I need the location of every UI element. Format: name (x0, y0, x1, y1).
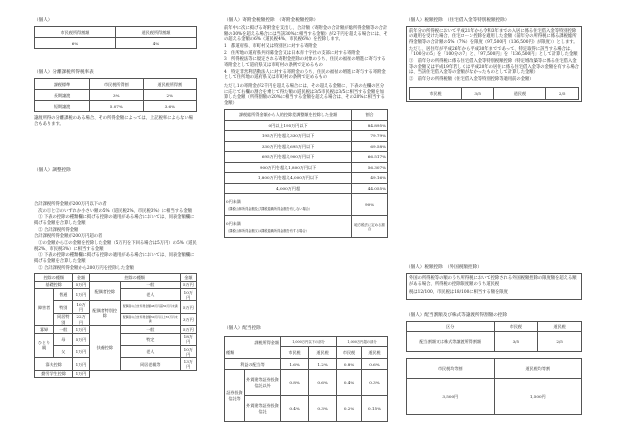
table-header: 道民税 (309, 347, 337, 359)
paragraph: 3 所得税法等に規定される寄附金控除の対象のうち、住民の福祉の増進に寄与する寄附金として道府県又は市町村の条例で定めるもの (224, 57, 386, 69)
table-cell: 地方税法に定める割合 (352, 216, 388, 238)
table-cell: 特定 (120, 333, 180, 345)
table-cell: 基礎控除 (35, 281, 73, 288)
table-cell: 195万円を超え330万円以下 (225, 131, 352, 142)
table-cell: 13万円 (180, 358, 196, 370)
table-cell: 普通 (54, 289, 73, 301)
table-header: 課税総所得金額から人的控除差調整額を控除した金額 (225, 109, 352, 120)
table-header: 課税標準 (35, 79, 90, 90)
paragraph: ただし1の寄附金が2千円を超える場合には、その超える金額に、下表の左欄の区分に応じて右欄の割合を乗じて得た額の道民税は3/5市民税は3/5に相当する金額を加算した金額（所得割額の20%に相当する金額を超える場合は、その20%に相当する金額） (224, 84, 385, 107)
adjustment-deduction-panel (34, 168, 197, 378)
table-header (225, 337, 281, 359)
table-header: 金額 (180, 274, 196, 281)
panel-title: （個人）配当控除 (224, 326, 261, 331)
table-cell: 0.6% (361, 359, 387, 370)
panel-title: （個人）配当割額及び株式等譲渡所得割額の控除 (406, 313, 508, 318)
table-cell: 22万円 (73, 313, 89, 325)
housing-loan-table (409, 87, 579, 100)
paragraph: ① 前年分の所得税に係る住宅借入金等特別税額控除（特定増改築等に係る住宅借入金等の金額又は平成19年若しくは平成20年の居住に係る住宅借入金等の金額を有する場合は、当該住宅借入金等の金額がなかったものとして計算した金額） (409, 58, 579, 76)
table-cell: 0.15% (361, 396, 387, 422)
table-cell: 一般 (120, 281, 180, 288)
table-cell: 外貨建等証券投資信託以外 (245, 370, 281, 396)
table-cell: 1,500円 (494, 379, 582, 415)
table-cell: 2/5 (538, 332, 582, 352)
paragraph: 外国の所得税等の額のうち所得税において控除される外国税額控除の限度額を超える額がある場合、所得税の控除限度額のうち道民税 (409, 276, 577, 287)
table-cell: 1,800万円を超え4,000万円以下 (225, 173, 352, 184)
paragraph: ① 下表の控除の種類欄に掲げる控除の適用がある場合においては、同表金額欄に掲げる金額を合算した金額 (34, 215, 195, 227)
paragraph: ② 合計課税所得金額から200万円を控除した金額 (34, 265, 134, 271)
table-header: 金額 (73, 274, 89, 281)
table-cell: 5万円 (73, 281, 89, 288)
table-cell: 1万円 (73, 289, 89, 301)
table-header: 控除の種類 (89, 274, 180, 281)
table-cell: 0.4% (281, 396, 309, 422)
table-cell: 短期譲渡 (35, 101, 90, 112)
table-header: 市民税所得割額 (35, 27, 116, 38)
paragraph: 2 住所地の道府県共同募金会又は日本赤十字社の支部に対する寄附金 (224, 50, 360, 56)
table-cell: 44.055% (352, 183, 388, 194)
paragraph: 税は12/100、市民税は18/100に相当する額を限度 (409, 290, 508, 296)
table-header: 市民税 (337, 347, 362, 359)
table-cell: 1万円 (73, 358, 89, 370)
table-cell: 1万円 (73, 345, 89, 357)
table-cell: 330万円を超え695万円以下 (225, 141, 352, 152)
table-cell (225, 194, 352, 216)
table-cell (225, 216, 352, 238)
paragraph: 1 都道府県、市町村又は特別区に対する寄附金 (224, 44, 317, 50)
table-header: 市民税均等割 (407, 359, 495, 379)
table-cell: 2/5 (546, 87, 579, 99)
table-cell: 66.517% (352, 152, 388, 163)
table-header: 道民税 (361, 347, 387, 359)
donation-deduction-panel (224, 18, 388, 238)
table-header: 道民税 (494, 87, 546, 99)
dividend-table (224, 336, 388, 422)
table-cell: 2% (143, 90, 196, 101)
dividend-stock-table (406, 321, 582, 352)
foreign-tax-deduction-panel (406, 265, 582, 300)
table-cell: 0.3% (309, 396, 337, 422)
panel-title: （個人）分離課税所得税率表 (34, 70, 94, 75)
table-cell: 5.07% (90, 101, 143, 112)
row-label: 0円未満 (226, 198, 241, 204)
table-cell: 1.2% (309, 359, 337, 370)
table-cell: 4% (116, 38, 197, 49)
table-cell: 1万円 (73, 370, 89, 377)
panel-title: （個人）調整控除 (34, 168, 71, 173)
table-cell: 一般 (54, 326, 73, 333)
table-cell: 父 (54, 345, 73, 357)
table-cell: 84.895% (352, 120, 388, 131)
paragraph: ①の金額から②の金額を控除した金額（5万円を下回る場合は5万円）の5%（道民税2%、市民税3%）に相当する金額 (34, 241, 197, 252)
panel-title: （個人）税額控除 （外国税額控除） (406, 265, 482, 270)
table-cell: 3% (90, 90, 143, 101)
table-header: 割合 (352, 109, 388, 120)
table-cell: 18万円 (180, 333, 196, 345)
table-header: 道民税均等割 (494, 359, 582, 379)
table-cell: 10万円 (180, 345, 196, 357)
table-header: 道民税所得割額 (116, 27, 197, 38)
table-cell: 勤労学生控除 (35, 370, 73, 377)
table-cell: 配偶者特別控除 (89, 301, 120, 326)
table-cell: 3.6% (143, 101, 196, 112)
table-cell: 1万円 (73, 326, 89, 333)
panel-title: （個人）税額控除 （住宅借入金等特別税額控除） (406, 18, 510, 23)
table-cell: 56.307% (352, 162, 388, 173)
table-cell: 5万円 (180, 281, 196, 288)
table-cell: 扶養控除 (89, 326, 120, 371)
per-capita-table (406, 358, 582, 415)
paragraph: 4 特定非営利活動法人に対する寄附金のうち、住民の福祉の増進に寄与する寄附金として住所地の道府県又は市町村の条例で定めるもの (224, 69, 386, 81)
panel-title: （個人）寄附金税額控除 （寄附金税額控除） (224, 18, 319, 23)
housing-loan-deduction-panel (406, 18, 582, 102)
row-sublabel: （課税山林所得金額及び課税退職所得金額を有しない場合） (226, 206, 313, 211)
table-cell (89, 370, 196, 377)
table-cell: 利益の配当等 (225, 359, 281, 370)
paragraph: ただし、居住年が平成26年から平成30年までであって、特定取得に該当する場合は、「100分の5」を「100分の7」と、「97,500円」を「136,500円」として計算した金額 (409, 46, 578, 58)
table-cell: 0.3% (361, 370, 387, 396)
dividend-deduction-panel (224, 326, 388, 422)
table-cell: 10万円 (73, 301, 89, 313)
table-cell: 3万円 (180, 313, 196, 325)
table-cell: 5万円 (180, 301, 196, 313)
paragraph: 前年分の所得税において平成21年から令和3年までの入居に係る住宅借入金等特別控除の適用を受けた場合、住宅ローン控除を適用した金額（前年分の所得税に係る課税総所得金額等の合計額の5%（7%）を限度（97,500円（136,500円）が限度））とします。 (409, 28, 578, 45)
table-header: 市民税 (494, 322, 538, 332)
table-header: 区分 (407, 322, 495, 332)
table-header: 控除の種類 (35, 274, 73, 281)
row-sublabel: （課税山林所得金額又は課税退職所得金額を有する場合） (226, 228, 309, 233)
table-cell: 0.8% (337, 359, 362, 370)
note-text: 譲渡所得の分離課税のある場合、その所得金額によっては、上記税率によらない場合もあります。 (34, 116, 193, 127)
table-header: 道民税 (538, 322, 582, 332)
panel-title: （個人） (34, 18, 53, 23)
paragraph: 前年中に次に掲げる寄附金を支出し、合計額（寄附金の合計額が総所得金額等の合計額の30%を超える場合には当該30%に相当する金額）が2千円を超える場合には、その超える金額の6%（道民税4%、市民税6%）を控除します。 (224, 26, 388, 43)
table-header: 1,000万円超の部分 (337, 337, 388, 347)
paragraph: ① 下表の控除の種類欄に掲げる控除の適用がある場合においては、同表金額欄に掲げる金額を合算した金額 (34, 253, 195, 265)
row-header: 種類 (226, 349, 235, 355)
table-cell: 配当割額又は株式等譲渡所得割額 (407, 332, 495, 352)
table-header: 市民税 (281, 347, 309, 359)
row-label: 0円未満 (226, 220, 241, 226)
table-cell: 0.2% (337, 396, 362, 422)
table-cell: 3/5 (461, 87, 494, 99)
paragraph: ② 前年分の所得税額（住宅借入金等特別控除等適用前の金額） (409, 76, 534, 82)
table-cell: 母 (54, 333, 73, 345)
donation-rate-table (224, 109, 388, 239)
separate-taxation-table (34, 78, 197, 112)
table-cell: 5万円 (180, 326, 196, 333)
table-cell: 4,000万円超 (225, 183, 352, 194)
table-cell: 5万円 (73, 333, 89, 345)
table-cell: 3/5 (494, 332, 538, 352)
column-header: 課税所得金額 (254, 340, 279, 346)
table-cell: 695万円を超え900万円以下 (225, 152, 352, 163)
table-cell: 0.6% (309, 370, 337, 396)
table-cell: 10万円 (180, 289, 196, 301)
deduction-table (34, 273, 197, 378)
table-cell: 1.6% (281, 359, 309, 370)
table-cell: 79.79% (352, 131, 388, 142)
table-cell: 6% (35, 38, 116, 49)
table-cell: 900万円を超え1,800万円以下 (225, 162, 352, 173)
table-header: 1,000万円以下の部分 (281, 337, 337, 347)
table-cell: 障害者 (35, 289, 54, 326)
table-cell: 老人 (120, 345, 180, 357)
table-cell: 寡夫控除 (35, 358, 73, 370)
table-cell: 一般 (120, 326, 180, 333)
tax-rate-table (34, 26, 197, 49)
paragraph: 合計課税所得金額が200万円以下の者 (34, 202, 107, 208)
table-cell: 同居老親等 (120, 358, 180, 370)
table-header: 市民税所得割 (90, 79, 143, 90)
table-cell: 配偶者控除 (89, 281, 120, 301)
table-cell: 長期譲渡 (35, 90, 90, 101)
paragraph: ② 合計課税所得金額 (34, 227, 79, 233)
personal-tax-rate-panel (34, 18, 197, 49)
separate-taxation-panel (34, 70, 197, 128)
table-cell: 配偶者の合計所得金額50万円以上55万円未満 (120, 313, 180, 325)
table-cell: 0.8% (281, 370, 309, 396)
table-cell: 69.58% (352, 141, 388, 152)
dividend-stock-transfer-panel (406, 313, 582, 415)
table-cell: 同居特別 (54, 313, 73, 325)
table-cell: 3,500円 (407, 379, 495, 415)
paragraph: 合計課税所得金額が200万円超の者 (34, 234, 103, 240)
table-cell: 49.16% (352, 173, 388, 184)
table-cell: ひとり親 (35, 333, 54, 358)
table-cell: 特別 (54, 301, 73, 313)
table-cell: 90% (352, 194, 388, 216)
table-cell: 0円以上195万円以下 (225, 120, 352, 131)
table-header: 道民税所得割 (143, 79, 196, 90)
table-cell: 寡婦 (35, 326, 54, 333)
table-cell: 0.4% (337, 370, 362, 396)
paragraph: 次の①と②のいずれか小さい額の5%（道民税2%、市民税3%）に相当する金額 (34, 208, 192, 214)
table-cell: 証券投資信託等 (225, 370, 245, 422)
table-cell: 外貨建等証券投資信託 (245, 396, 281, 422)
table-cell: 配偶者の合計所得金額48万円超50万円未満 (120, 301, 180, 313)
table-cell: 老人 (120, 289, 180, 301)
table-header: 市民税 (410, 87, 462, 99)
